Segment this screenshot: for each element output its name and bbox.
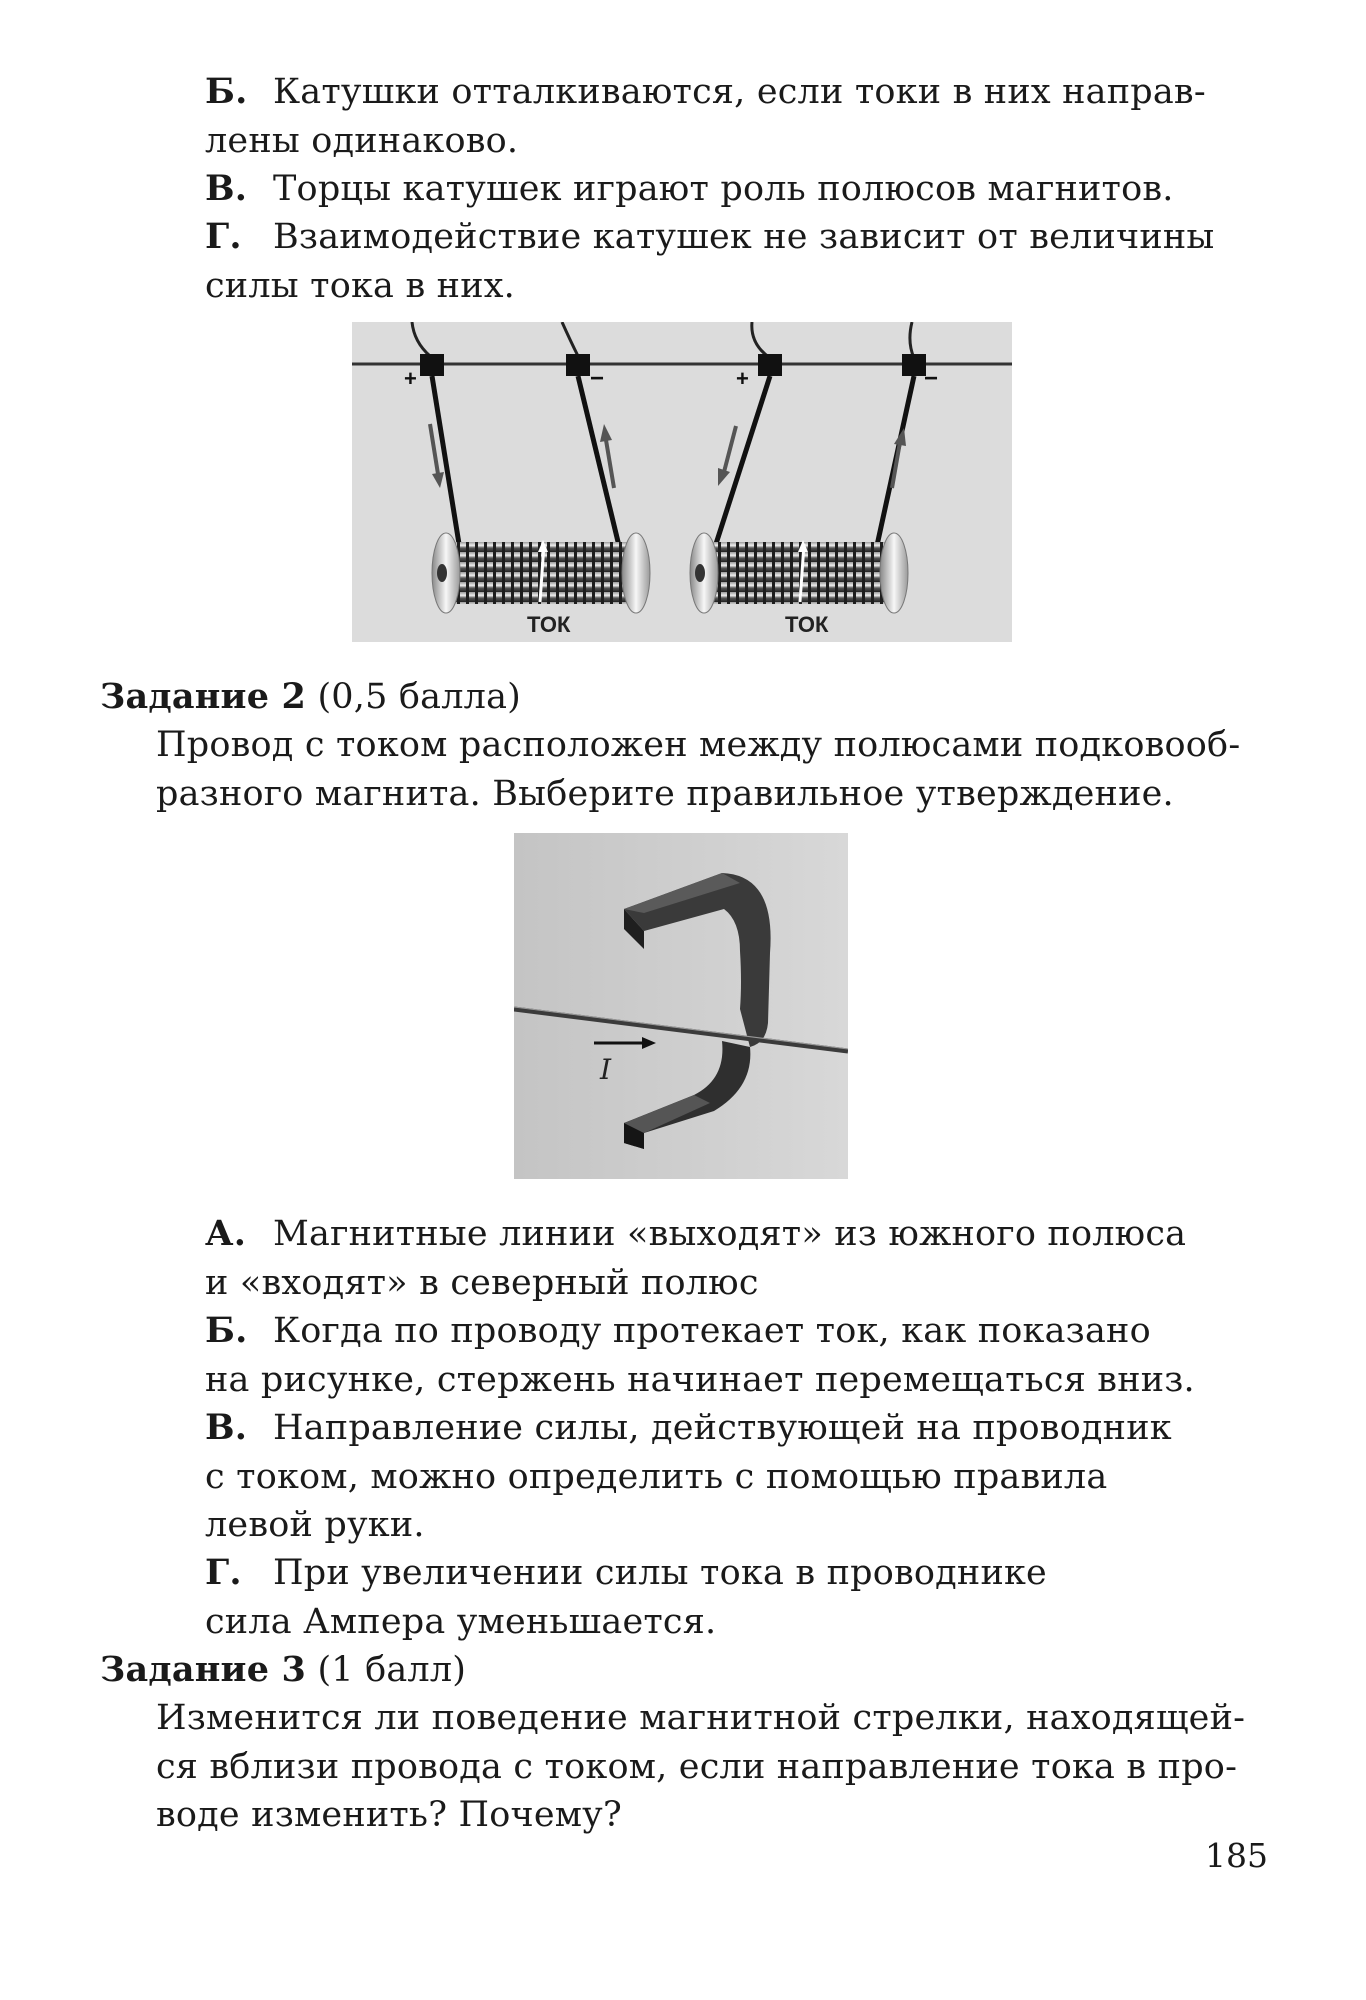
magnet-illustration — [514, 833, 848, 1179]
option-label: А. — [205, 1213, 247, 1254]
current-label: I — [600, 1053, 612, 1086]
option-text-cont: левой руки. — [205, 1505, 425, 1545]
option-text: Взаимодействие катушек не зависит от величины — [273, 217, 1215, 257]
task2-heading — [100, 673, 1280, 722]
option-label: Б. — [205, 1310, 248, 1351]
coil-2 — [690, 533, 908, 613]
task3-question — [156, 1694, 1271, 1840]
task2-option-a — [205, 1210, 1265, 1307]
task2-points: (0,5 балла) — [317, 677, 522, 717]
page-number: 185 — [1205, 1836, 1268, 1875]
clamp-2 — [566, 354, 590, 376]
task3-line: Изменится ли поведение магнитной стрелки, находящей- — [156, 1698, 1246, 1738]
option-label: Г. — [205, 1552, 242, 1593]
option-label: В. — [205, 168, 248, 209]
task1-option-v — [205, 165, 1265, 214]
clamp-1 — [420, 354, 444, 376]
option-text-cont: силы тока в них. — [205, 265, 515, 306]
coil-1 — [432, 533, 650, 613]
option-text-cont: сила Ампера уменьшается. — [205, 1601, 717, 1642]
plus-sign-2: + — [736, 366, 749, 391]
task3-line: ся вблизи провода с током, если направление тока в про- — [156, 1746, 1238, 1787]
option-text-cont: с током, можно определить с помощью правила — [205, 1456, 1108, 1497]
task2-question — [156, 721, 1271, 818]
option-text-cont: на рисунке, стержень начинает перемещаться вниз. — [205, 1359, 1195, 1400]
figure-background — [514, 833, 848, 1179]
coils-illustration — [352, 322, 1012, 642]
task3-title: Задание 3 — [100, 1649, 307, 1690]
coil-label-1: ТОК — [527, 612, 571, 637]
coils-figure — [352, 322, 1012, 642]
option-text: Когда по проводу протекает ток, как показано — [273, 1311, 1151, 1351]
option-text: Катушки отталкиваются, если токи в них направ- — [273, 72, 1206, 112]
task1-option-b — [205, 68, 1265, 165]
task2-line: Провод с током расположен между полюсами подковооб- — [156, 725, 1241, 765]
option-label: В. — [205, 1407, 248, 1448]
option-label: Б. — [205, 71, 248, 112]
option-text: При увеличении силы тока в проводнике — [273, 1553, 1047, 1593]
task3-heading — [100, 1646, 1280, 1695]
minus-sign-2: − — [924, 365, 939, 392]
clamp-3 — [758, 354, 782, 376]
task1-option-g — [205, 213, 1265, 310]
clamp-4 — [902, 354, 926, 376]
task3-points: (1 балл) — [317, 1650, 467, 1690]
option-text: Магнитные линии «выходят» из южного полюса — [273, 1214, 1187, 1254]
option-label: Г. — [205, 216, 242, 257]
task3-line: воде изменить? Почему? — [156, 1795, 622, 1835]
task2-option-v — [205, 1404, 1265, 1550]
minus-sign-1: − — [590, 365, 605, 392]
option-text-cont: и «входят» в северный полюс — [205, 1262, 759, 1303]
option-text: Направление силы, действующей на проводник — [273, 1408, 1172, 1448]
task2-line: разного магнита. Выберите правильное утверждение. — [156, 773, 1174, 814]
task2-option-b — [205, 1307, 1265, 1404]
option-text: Торцы катушек играют роль полюсов магнитов. — [273, 169, 1174, 209]
task2-title: Задание 2 — [100, 676, 307, 717]
task2-option-g — [205, 1549, 1265, 1646]
plus-sign-1: + — [404, 366, 417, 391]
coil-label-2: ТОК — [785, 612, 829, 637]
magnet-figure — [514, 833, 848, 1179]
option-text-cont: лены одинаково. — [205, 120, 519, 161]
